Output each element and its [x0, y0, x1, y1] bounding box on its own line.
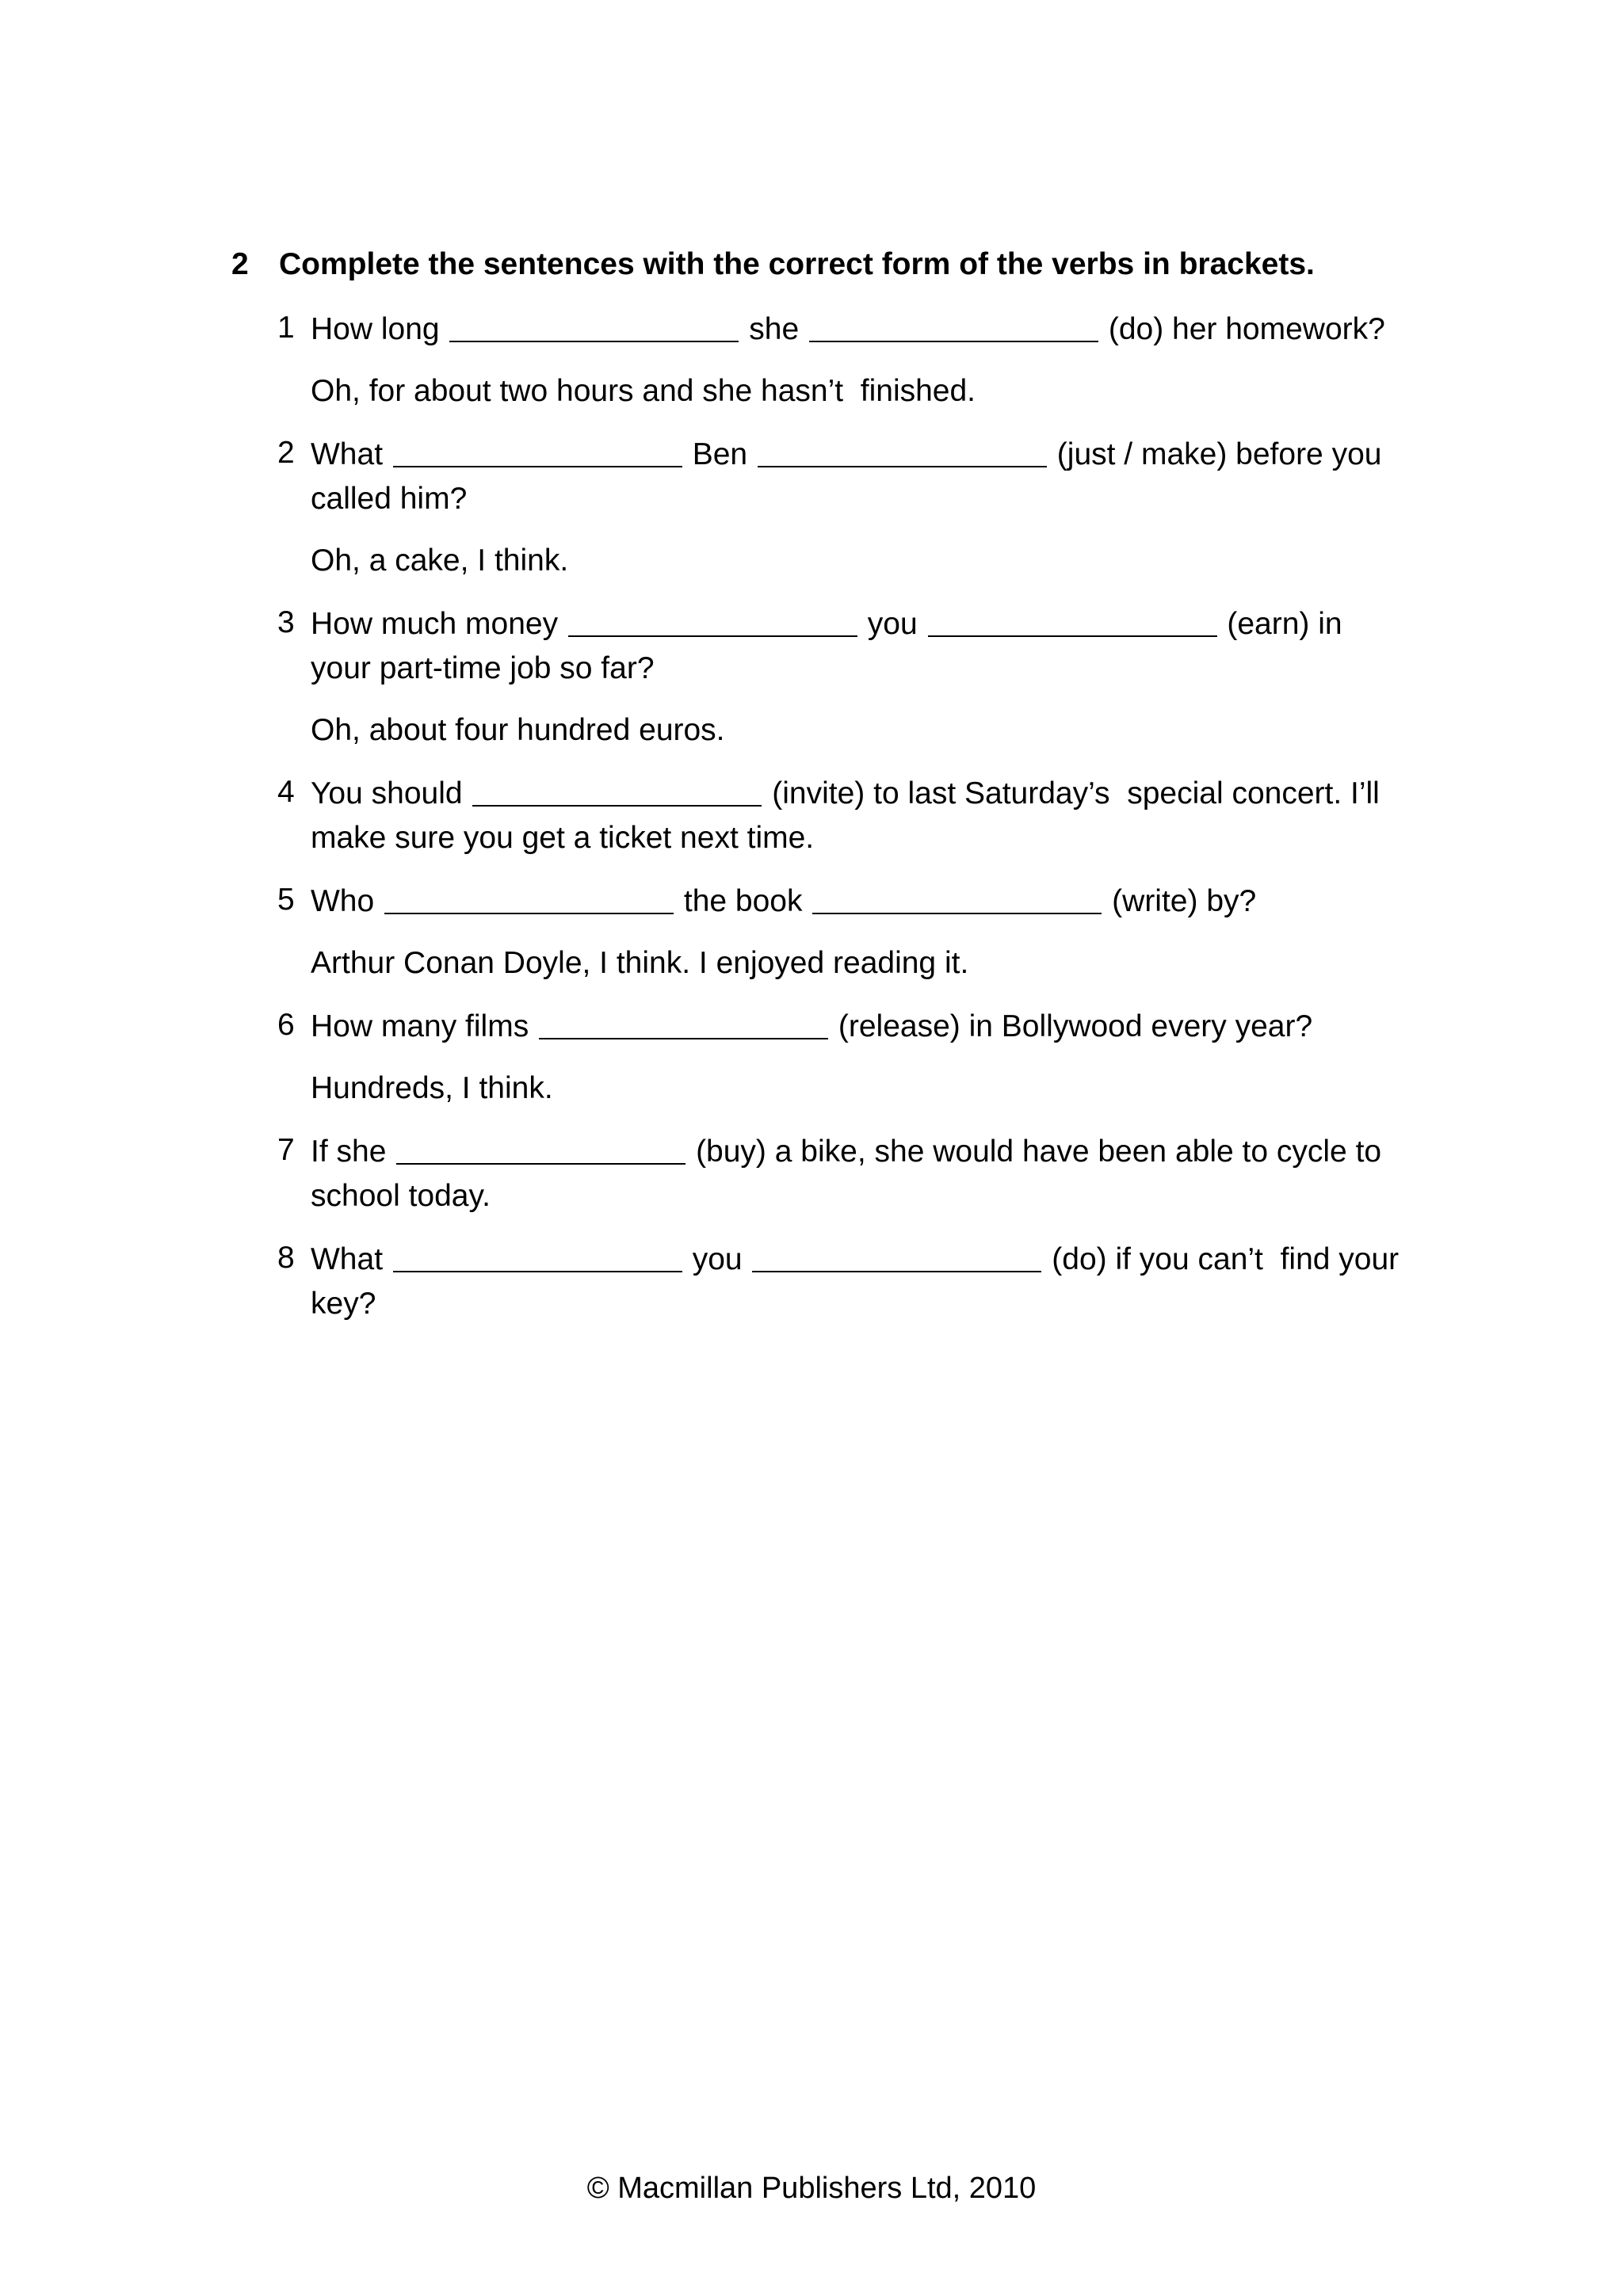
answer-blank[interactable] [449, 309, 739, 342]
exercise-item [277, 1128, 1403, 1219]
question-text: (release) in Bollywood every year? [830, 1009, 1313, 1043]
answer-blank[interactable] [393, 1239, 682, 1272]
question-text: Ben [683, 437, 756, 471]
answer-blank[interactable] [809, 309, 1098, 342]
question-text: How long [311, 312, 449, 346]
item-answer: Arthur Conan Doyle, I think. I enjoyed reading it. [311, 946, 969, 980]
item-question [311, 1128, 1403, 1219]
question-text: If she [311, 1135, 395, 1169]
question-text: (invite) to last Saturday’s special concert. I’ll make sure you get a ticket next time. [311, 776, 1388, 855]
answer-blank[interactable] [928, 604, 1217, 637]
item-question [311, 431, 1403, 521]
item-answer: Oh, a cake, I think. [311, 543, 569, 578]
question-text: How much money [311, 607, 567, 641]
answer-blank[interactable] [396, 1131, 685, 1165]
exercise-item [277, 431, 1403, 583]
answer-blank[interactable] [472, 773, 762, 807]
question-text: (do) her homework? [1100, 312, 1385, 346]
item-question [311, 601, 1403, 691]
question-text: You should [311, 776, 472, 810]
answer-blank[interactable] [539, 1006, 828, 1039]
item-question [311, 770, 1403, 860]
answer-blank[interactable] [758, 434, 1047, 467]
exercise-instruction: Complete the sentences with the correct form of the verbs in brackets. [279, 247, 1315, 281]
question-text: you [858, 607, 926, 641]
exercise-items [277, 306, 1407, 1344]
answer-blank[interactable] [393, 434, 682, 467]
exercise-number: 2 [231, 247, 249, 281]
question-text: (earn) in your part-time job so far? [311, 607, 1351, 685]
question-text: Who [311, 884, 384, 918]
item-answer: Oh, for about two hours and she hasn’t finished. [311, 374, 976, 408]
answer-blank[interactable] [384, 881, 674, 914]
item-answer: Oh, about four hundred euros. [311, 713, 725, 747]
question-text: you [683, 1242, 751, 1276]
item-question [311, 306, 1403, 352]
question-text: she [740, 312, 808, 346]
question-text: (buy) a bike, she would have been able to cycle to school today. [311, 1135, 1390, 1213]
question-text: (write) by? [1103, 884, 1257, 918]
question-text: the book [675, 884, 812, 918]
item-number: 5 [277, 883, 295, 917]
exercise-heading [231, 242, 1315, 287]
exercise-item [277, 1003, 1403, 1111]
exercise-item [277, 1236, 1407, 1326]
item-question [311, 1236, 1407, 1326]
item-number: 6 [277, 1008, 295, 1042]
exercise-item [277, 770, 1403, 860]
item-question [311, 878, 1403, 924]
question-text: (do) if you can’t find your key? [311, 1242, 1407, 1321]
item-number: 8 [277, 1241, 295, 1275]
item-number: 4 [277, 775, 295, 809]
item-number: 2 [277, 436, 295, 470]
question-text: What [311, 1242, 391, 1276]
question-text: How many films [311, 1009, 538, 1043]
item-number: 3 [277, 605, 295, 639]
copyright-footer: © Macmillan Publishers Ltd, 2010 [586, 2172, 1037, 2205]
item-number: 7 [277, 1133, 295, 1167]
answer-blank[interactable] [568, 604, 857, 637]
item-answer: Hundreds, I think. [311, 1071, 553, 1105]
exercise-item [277, 601, 1403, 753]
question-text: What [311, 437, 391, 471]
question-text: (just / make) before you called him? [311, 437, 1391, 516]
exercise-item [277, 306, 1403, 414]
item-number: 1 [277, 311, 295, 345]
answer-blank[interactable] [812, 881, 1102, 914]
item-question [311, 1003, 1403, 1049]
exercise-item [277, 878, 1403, 986]
answer-blank[interactable] [752, 1239, 1041, 1272]
